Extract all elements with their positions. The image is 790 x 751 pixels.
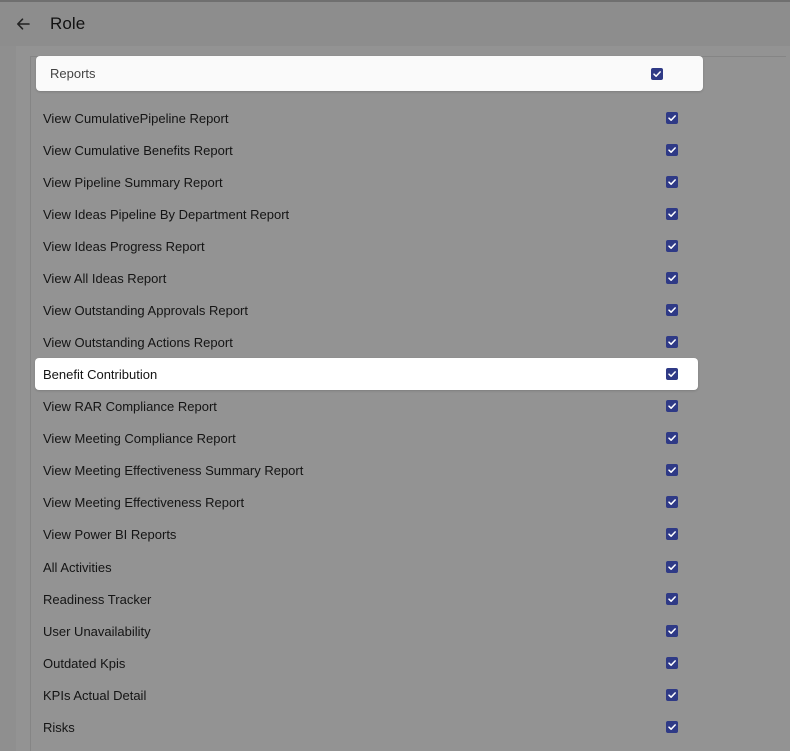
check-icon (667, 337, 677, 347)
check-icon (667, 626, 677, 636)
check-icon (667, 433, 677, 443)
permission-checkbox[interactable] (666, 721, 678, 733)
check-icon (667, 113, 677, 123)
permission-checkbox[interactable] (666, 496, 678, 508)
permission-label: View Meeting Compliance Report (43, 430, 236, 446)
permission-label: Benefit Contribution (43, 366, 158, 382)
permission-row[interactable] (35, 422, 698, 454)
permission-row[interactable] (35, 551, 698, 583)
permission-row[interactable] (35, 166, 698, 198)
permission-label: Outdated Kpis (43, 655, 126, 671)
reports-section-header[interactable] (36, 56, 703, 91)
permission-checkbox[interactable] (666, 112, 678, 124)
permission-label: View Cumulative Benefits Report (43, 142, 233, 158)
permission-label: View Power BI Reports (43, 526, 177, 542)
permission-label: View Meeting Effectiveness Report (43, 494, 245, 510)
permission-checkbox[interactable] (666, 464, 678, 476)
permission-row[interactable] (35, 679, 698, 711)
permission-row[interactable] (35, 615, 698, 647)
permission-row[interactable] (35, 583, 698, 615)
permission-row[interactable] (35, 326, 698, 358)
check-icon (667, 401, 677, 411)
back-button[interactable] (11, 12, 35, 36)
permission-label: View Outstanding Actions Report (43, 334, 233, 350)
permission-checkbox[interactable] (666, 272, 678, 284)
permission-label: View Outstanding Approvals Report (43, 302, 248, 318)
permission-label: View All Ideas Report (43, 270, 167, 286)
permission-checkbox[interactable] (666, 689, 678, 701)
reports-select-all-checkbox[interactable] (651, 68, 663, 80)
permission-checkbox[interactable] (666, 432, 678, 444)
permission-row[interactable] (35, 711, 698, 743)
permission-label: View CumulativePipeline Report (43, 110, 229, 126)
check-icon (667, 497, 677, 507)
permission-checkbox[interactable] (666, 208, 678, 220)
check-icon (667, 465, 677, 475)
permission-row[interactable] (35, 518, 698, 550)
permission-row[interactable] (35, 486, 698, 518)
permission-row[interactable] (35, 262, 698, 294)
permission-checkbox[interactable] (666, 593, 678, 605)
permission-row[interactable] (35, 390, 698, 422)
permission-label: Risks (43, 719, 75, 735)
permission-checkbox[interactable] (666, 400, 678, 412)
permission-label: View RAR Compliance Report (43, 398, 217, 414)
check-icon (667, 722, 677, 732)
permission-row[interactable] (35, 230, 698, 262)
permission-row[interactable] (35, 647, 698, 679)
check-icon (667, 594, 677, 604)
check-icon (652, 69, 662, 79)
permission-checkbox[interactable] (666, 528, 678, 540)
check-icon (667, 658, 677, 668)
permission-checkbox[interactable] (666, 144, 678, 156)
permission-label: KPIs Actual Detail (43, 687, 147, 703)
permission-label: User Unavailability (43, 623, 151, 639)
check-icon (667, 241, 677, 251)
permission-row[interactable] (35, 358, 698, 390)
permission-row[interactable] (35, 454, 698, 486)
permission-checkbox[interactable] (666, 176, 678, 188)
check-icon (667, 690, 677, 700)
top-bar (0, 0, 790, 46)
permission-row[interactable] (35, 102, 698, 134)
check-icon (667, 305, 677, 315)
reports-section-label: Reports (50, 66, 96, 81)
permission-label: View Ideas Progress Report (43, 238, 205, 254)
permission-checkbox[interactable] (666, 240, 678, 252)
permission-checkbox[interactable] (666, 368, 678, 380)
arrow-left-icon (16, 17, 30, 31)
permission-label: View Ideas Pipeline By Department Report (43, 206, 290, 222)
permission-label: View Meeting Effectiveness Summary Report (43, 462, 304, 478)
permission-checkbox[interactable] (666, 336, 678, 348)
permission-label: View Pipeline Summary Report (43, 174, 223, 190)
permission-label: Readiness Tracker (43, 591, 152, 607)
check-icon (667, 209, 677, 219)
permission-label: All Activities (43, 559, 112, 575)
permission-checkbox[interactable] (666, 657, 678, 669)
check-icon (667, 369, 677, 379)
page-title: Role (50, 14, 86, 33)
check-icon (667, 145, 677, 155)
check-icon (667, 177, 677, 187)
permission-row[interactable] (35, 134, 698, 166)
permission-row[interactable] (35, 294, 698, 326)
permission-row[interactable] (35, 198, 698, 230)
permission-checkbox[interactable] (666, 625, 678, 637)
check-icon (667, 562, 677, 572)
check-icon (667, 273, 677, 283)
permission-checkbox[interactable] (666, 304, 678, 316)
check-icon (667, 529, 677, 539)
permission-checkbox[interactable] (666, 561, 678, 573)
